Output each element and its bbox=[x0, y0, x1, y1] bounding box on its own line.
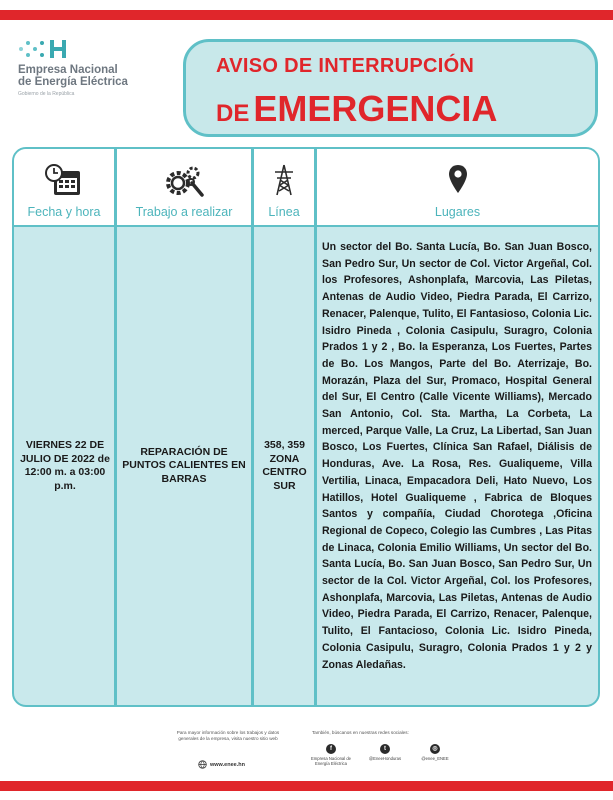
header-line bbox=[254, 149, 314, 225]
banner-emergency bbox=[216, 88, 497, 130]
header-work bbox=[117, 149, 251, 225]
header-places-label: Lugares bbox=[434, 205, 481, 219]
header-work-label: Trabajo a realizar bbox=[135, 205, 233, 219]
header-line-label: Línea bbox=[268, 205, 300, 219]
logo-name-line1: Empresa Nacional bbox=[18, 64, 118, 76]
bottom-red-bar bbox=[0, 781, 613, 791]
logo-name-line2: de Energía Eléctrica bbox=[18, 76, 128, 88]
table-header-row bbox=[14, 149, 598, 225]
website-link[interactable]: www.enee.hn bbox=[210, 761, 245, 768]
header-date bbox=[14, 149, 114, 225]
facebook-icon: f bbox=[326, 744, 336, 754]
table-row bbox=[14, 227, 598, 705]
footer-website[interactable] bbox=[198, 760, 245, 769]
footer-info: Para mayor información sobre los trabajos y datos generales de la empresa, visita nuestro sitio web bbox=[176, 730, 280, 741]
social-twitter-label: @EneeHonduras bbox=[368, 756, 402, 761]
calendar-clock-icon bbox=[44, 163, 84, 199]
globe-icon bbox=[198, 760, 207, 769]
enee-logo bbox=[18, 38, 178, 97]
logo-government: Gobierno de la República bbox=[18, 91, 75, 97]
banner-title: AVISO DE INTERRUPCIÓN bbox=[216, 55, 475, 77]
banner-prefix: DE bbox=[216, 100, 250, 127]
header-places bbox=[317, 149, 598, 225]
footer bbox=[0, 730, 613, 775]
twitter-icon: t bbox=[380, 744, 390, 754]
banner-main: EMERGENCIA bbox=[253, 88, 498, 129]
notice-banner bbox=[183, 39, 598, 137]
instagram-icon: ◎ bbox=[430, 744, 440, 754]
cell-date: VIERNES 22 DE JULIO DE 2022 de 12:00 m. a 03:00 p.m. bbox=[20, 439, 110, 492]
footer-social-intro: También, búscanos en nuestras redes sociales: bbox=[312, 730, 409, 735]
cell-places: Un sector del Bo. Santa Lucía, Bo. San Juan Bosco, San Pedro Sur, Un sector de Col. Victor Argeñal, Col. los Profesores, Ashonplafa, Marcovia, Las Piletas, Antenas de Audio Video, Piedra Parada, El Carrizo, Renacer, Palenque, Tulito, El Fantasioso, Colonia Lic. Isidro Pineda , Colonia Casipulu, Suragro, Colonia Prados 1 y 2 , Bo. la Esperanza, Los Fuertes, Partes de Bo. Los Mangos, Parte del Bo. Aterrizaje, Bo. Morazán, Plaza del Sur, Promaco, Hospital General del Sur, El Centro (Calle Vicente Williams), Mercado San Antonio, Col. Sta. Martha, La Corbeta, La merced, Parque Valle, La Cruz, La Libertad, San Juan Bosco, Los Fuertes, Clínica San Rafael, Diálisis de Honduras, Ave. La Rosa, Res. Gualiqueme, Villa Vertilia, Linaca, Empacadora Deli, Hato Nuevo, Los Hatillos, Hotel Gualiqueme , Fabrica de Bloques Santos y compañía, Ciudad Chorotega ,Oficina Regional de Copeco, Colegio las Cumbres , Las Pitas de Linaca, Colonia Emilio Williams, Un sector del Bo. Santa Lucía, Bo. San Juan Bosco, San Pedro Sur, Un sector de la Col. Victor Argeñal, Col. los Profesores, Ashonplafa, Marcovia, Las Piletas, Antenas de Audio Video, Piedra Parada, El Carrizo, Renacer, Palenque, Tulito, El Fantacioso, Colonia Lic. Isidro Pineda, Colonia Casipulu, Suragro, Colonia Prados 1 y 2 y Zonas Aledañas. bbox=[322, 241, 592, 671]
interruption-table bbox=[12, 147, 600, 707]
social-twitter[interactable] bbox=[362, 744, 408, 761]
social-facebook[interactable] bbox=[306, 744, 356, 766]
social-instagram[interactable] bbox=[412, 744, 458, 761]
social-instagram-label: @enee_ENEE bbox=[421, 756, 449, 761]
cell-work: REPARACIÓN DE PUNTOS CALIENTES EN BARRAS bbox=[122, 445, 246, 485]
gears-wrench-icon bbox=[162, 163, 206, 199]
top-red-bar bbox=[0, 10, 613, 20]
enee-logo-mark bbox=[18, 38, 178, 60]
cell-line: 358, 359 ZONA CENTRO SUR bbox=[262, 439, 307, 492]
power-tower-icon bbox=[273, 163, 295, 197]
location-pin-icon bbox=[447, 163, 469, 195]
header-date-label: Fecha y hora bbox=[27, 205, 101, 219]
social-facebook-label: Empresa Nacional de Energía Eléctrica bbox=[310, 756, 352, 766]
